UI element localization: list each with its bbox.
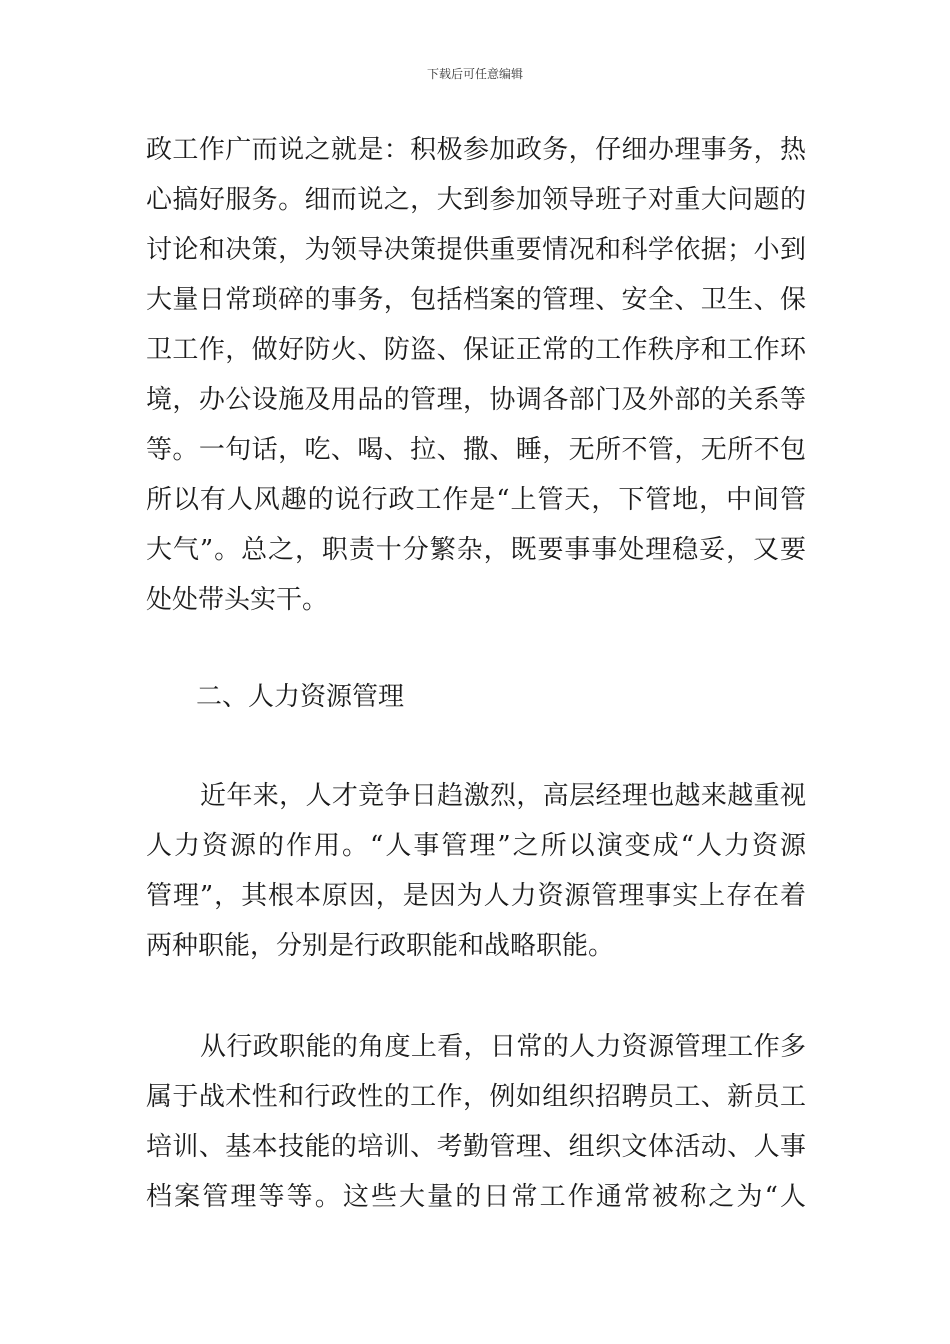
text-line: 人力资源的作用。“人事管理”之所以演变成“人力资源: [146, 831, 806, 861]
text-line: 心搞好服务。细而说之，大到参加领导班子对重大问题的: [146, 185, 806, 215]
text-line: 境，办公设施及用品的管理，协调各部门及外部的关系等: [146, 385, 806, 415]
paragraph-admin-function: [146, 1022, 806, 1222]
text-line: 属于战术性和行政性的工作，例如组织招聘员工、新员工: [146, 1082, 806, 1112]
text-line: 培训、基本技能的培训、考勤管理、组织文体活动、人事: [146, 1132, 806, 1162]
paragraph-hr-intro: [146, 771, 806, 971]
text-line: 所以有人风趣的说行政工作是“上管天，下管地，中间管: [146, 485, 806, 515]
text-line: 从行政职能的角度上看，日常的人力资源管理工作多: [200, 1032, 806, 1062]
text-line: 政工作广而说之就是：积极参加政务，仔细办理事务，热: [146, 135, 806, 165]
text-line: 讨论和决策，为领导决策提供重要情况和科学依据；小到: [146, 235, 806, 265]
section-heading: 二、人力资源管理: [196, 682, 405, 712]
paragraph-admin-duties: [146, 125, 806, 625]
text-line: 处处带头实干。: [146, 585, 329, 615]
text-line: 卫工作，做好防火、防盗、保证正常的工作秩序和工作环: [146, 335, 806, 365]
text-line: 近年来，人才竞争日趋激烈，高层经理也越来越重视: [200, 781, 806, 811]
text-line: 大量日常琐碎的事务，包括档案的管理、安全、卫生、保: [146, 285, 806, 315]
text-line: 两种职能，分别是行政职能和战略职能。: [146, 931, 615, 961]
text-line: 等。一句话，吃、喝、拉、撒、睡，无所不管，无所不包: [146, 435, 806, 465]
page-header-note: 下载后可任意编辑: [426, 67, 523, 81]
text-line: 管理”，其根本原因，是因为人力资源管理事实上存在着: [146, 881, 806, 911]
section-heading-block: [146, 672, 806, 722]
text-line: 大气”。总之，职责十分繁杂，既要事事处理稳妥，又要: [146, 535, 806, 565]
text-line: 档案管理等等。这些大量的日常工作通常被称之为“人: [146, 1182, 806, 1212]
